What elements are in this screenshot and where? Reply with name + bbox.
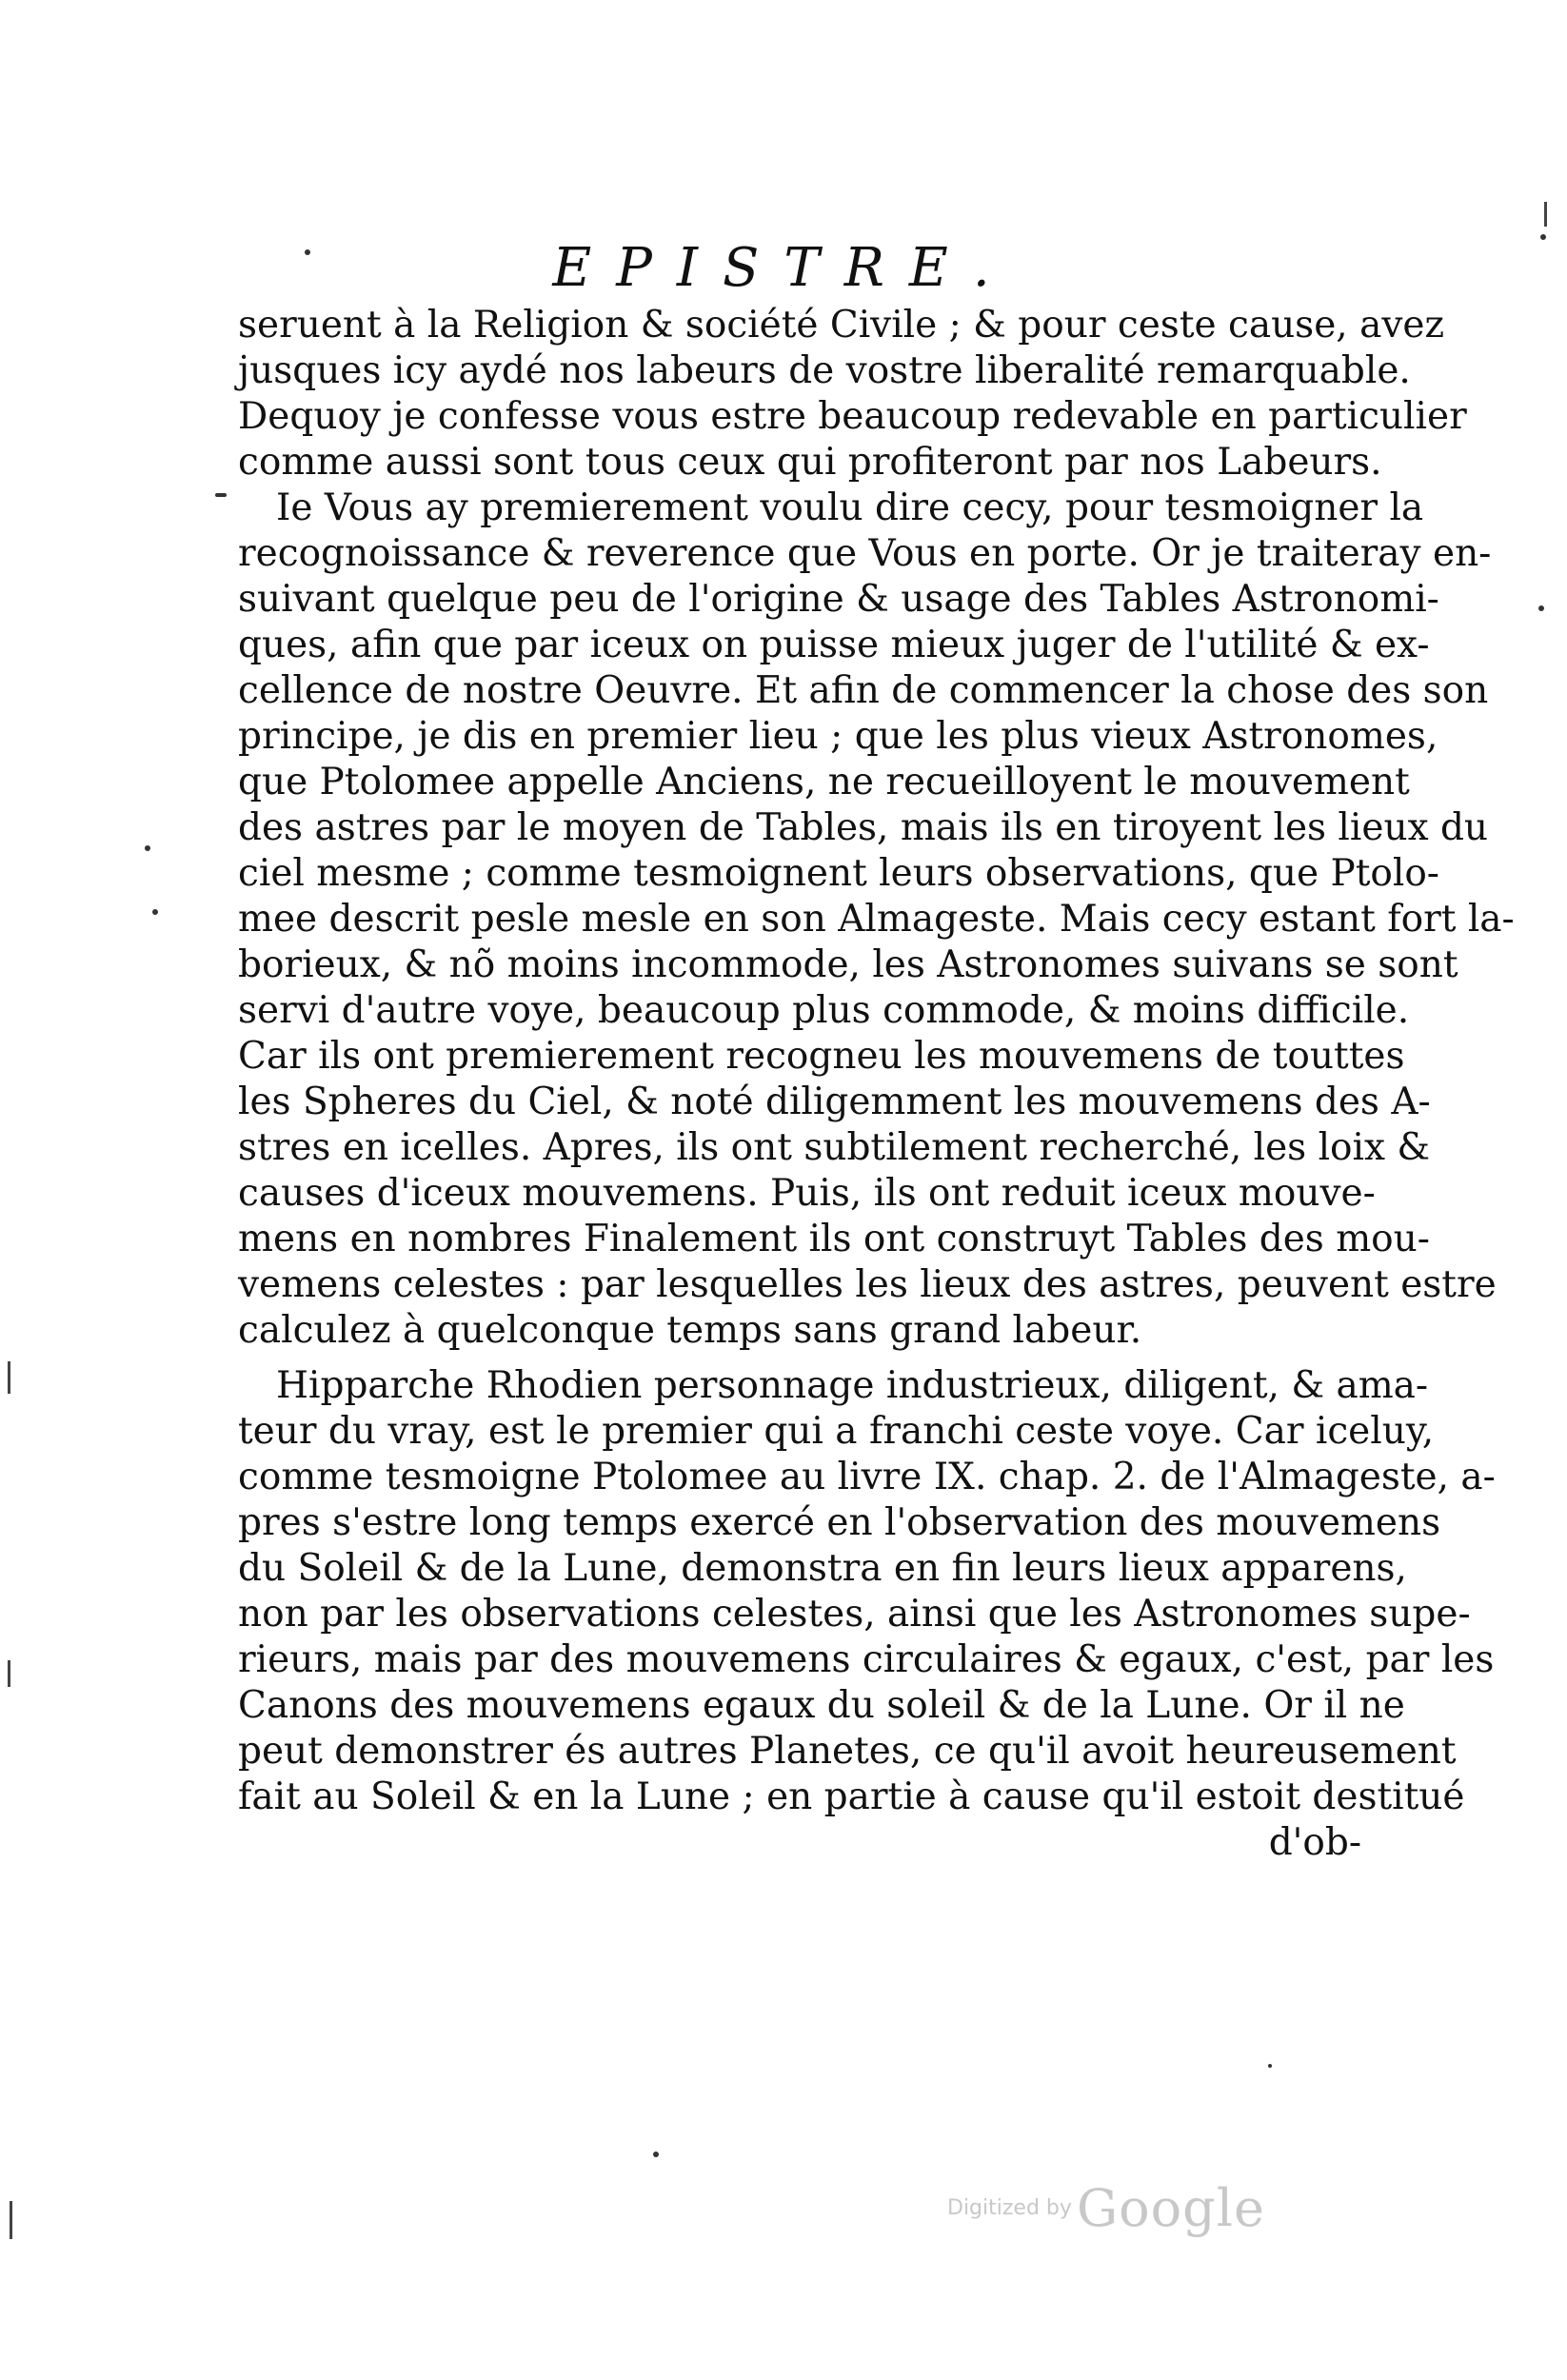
- text-line: des astres par le moyen de Tables, mais ils en tiroyent les lieux du: [238, 806, 1489, 849]
- text-line: servi d'autre voye, beaucoup plus commode, & moins difficile.: [238, 989, 1410, 1032]
- text-line: mens en nombres Finalement ils ont construyt Tables des mou-: [238, 1218, 1430, 1260]
- text-line: suivant quelque peu de l'origine & usage des Tables Astronomi-: [238, 578, 1439, 621]
- scan-mark: [8, 1660, 10, 1687]
- scan-mark: [10, 2201, 12, 2239]
- text-line: peut demonstrer és autres Planetes, ce qu'il avoit heureusement: [238, 1730, 1457, 1773]
- text-line: principe, je dis en premier lieu ; que les plus vieux Astronomes,: [238, 715, 1438, 758]
- text-line: teur du vray, est le premier qui a franchi ceste voye. Car iceluy,: [238, 1410, 1435, 1453]
- text-line: Ie Vous ay premierement voulu dire cecy, pour tesmoigner la: [276, 486, 1424, 529]
- text-line: non par les observations celestes, ainsi que les Astronomes supe-: [238, 1593, 1471, 1636]
- digitized-watermark: [947, 2178, 1265, 2238]
- text-line: cellence de nostre Oeuvre. Et afin de commencer la chose des son: [238, 669, 1489, 712]
- scan-speck: [653, 2152, 659, 2157]
- scan-speck: [152, 909, 158, 915]
- text-line: Canons des mouvemens egaux du soleil & de la Lune. Or il ne: [238, 1684, 1405, 1727]
- text-line: du Soleil & de la Lune, demonstra en fin leurs lieux apparens,: [238, 1547, 1407, 1590]
- watermark-prefix: Digitized by: [947, 2196, 1072, 2220]
- text-line: ciel mesme ; comme tesmoignent leurs observations, que Ptolo-: [238, 852, 1439, 895]
- text-line: ques, afin que par iceux on puisse mieux juger de l'utilité & ex-: [238, 624, 1430, 666]
- text-line: calculez à quelconque temps sans grand labeur.: [238, 1309, 1142, 1352]
- page-heading: EPISTRE.: [552, 237, 1015, 299]
- text-line: que Ptolomee appelle Anciens, ne recueilloyent le mouvement: [238, 761, 1410, 803]
- scan-mark: [8, 1361, 10, 1394]
- scan-speck: [145, 845, 150, 851]
- text-line: causes d'iceux mouvemens. Puis, ils ont reduit iceux mouve-: [238, 1172, 1376, 1215]
- text-line: seruent à la Religion & société Civile ; & pour ceste cause, avez: [238, 304, 1444, 347]
- text-line: vemens celestes : par lesquelles les lieux des astres, peuvent estre: [238, 1263, 1497, 1306]
- text-line: Hipparche Rhodien personnage industrieux, diligent, & ama-: [276, 1364, 1429, 1407]
- text-line: comme aussi sont tous ceux qui profiteront par nos Labeurs.: [238, 441, 1382, 484]
- text-line: mee descrit pesle mesle en son Almageste. Mais cecy estant fort la-: [238, 898, 1515, 941]
- scan-speck: [1268, 2064, 1272, 2068]
- text-line: jusques icy aydé nos labeurs de vostre liberalité remarquable.: [238, 349, 1411, 392]
- scan-speck: [1538, 605, 1544, 611]
- text-line: stres en icelles. Apres, ils ont subtilement recherché, les loix &: [238, 1126, 1431, 1169]
- text-line: Car ils ont premierement recogneu les mouvemens de touttes: [238, 1035, 1405, 1078]
- catchword: d'ob-: [1268, 1821, 1361, 1864]
- text-line: Dequoy je confesse vous estre beaucoup redevable en particulier: [238, 395, 1467, 438]
- text-line: fait au Soleil & en la Lune ; en partie à cause qu'il estoit destitué: [238, 1775, 1465, 1818]
- text-line: recognoissance & reverence que Vous en porte. Or je traiteray en-: [238, 532, 1492, 575]
- text-line: rieurs, mais par des mouvemens circulaires & egaux, c'est, par les: [238, 1638, 1495, 1681]
- text-line: pres s'estre long temps exercé en l'observation des mouvemens: [238, 1501, 1441, 1544]
- scan-speck: [305, 249, 310, 255]
- text-line: les Spheres du Ciel, & noté diligemment les mouvemens des A-: [238, 1081, 1431, 1123]
- body-text: [238, 303, 1515, 1866]
- text-line: comme tesmoigne Ptolomee au livre IX. chap. 2. de l'Almageste, a-: [238, 1456, 1496, 1498]
- google-logo: Google: [1077, 2178, 1265, 2238]
- scan-speck: [1540, 234, 1546, 240]
- scan-speck: [215, 493, 227, 497]
- text-line: borieux, & nõ moins incommode, les Astronomes suivans se sont: [238, 943, 1458, 986]
- scan-mark: [1544, 202, 1547, 227]
